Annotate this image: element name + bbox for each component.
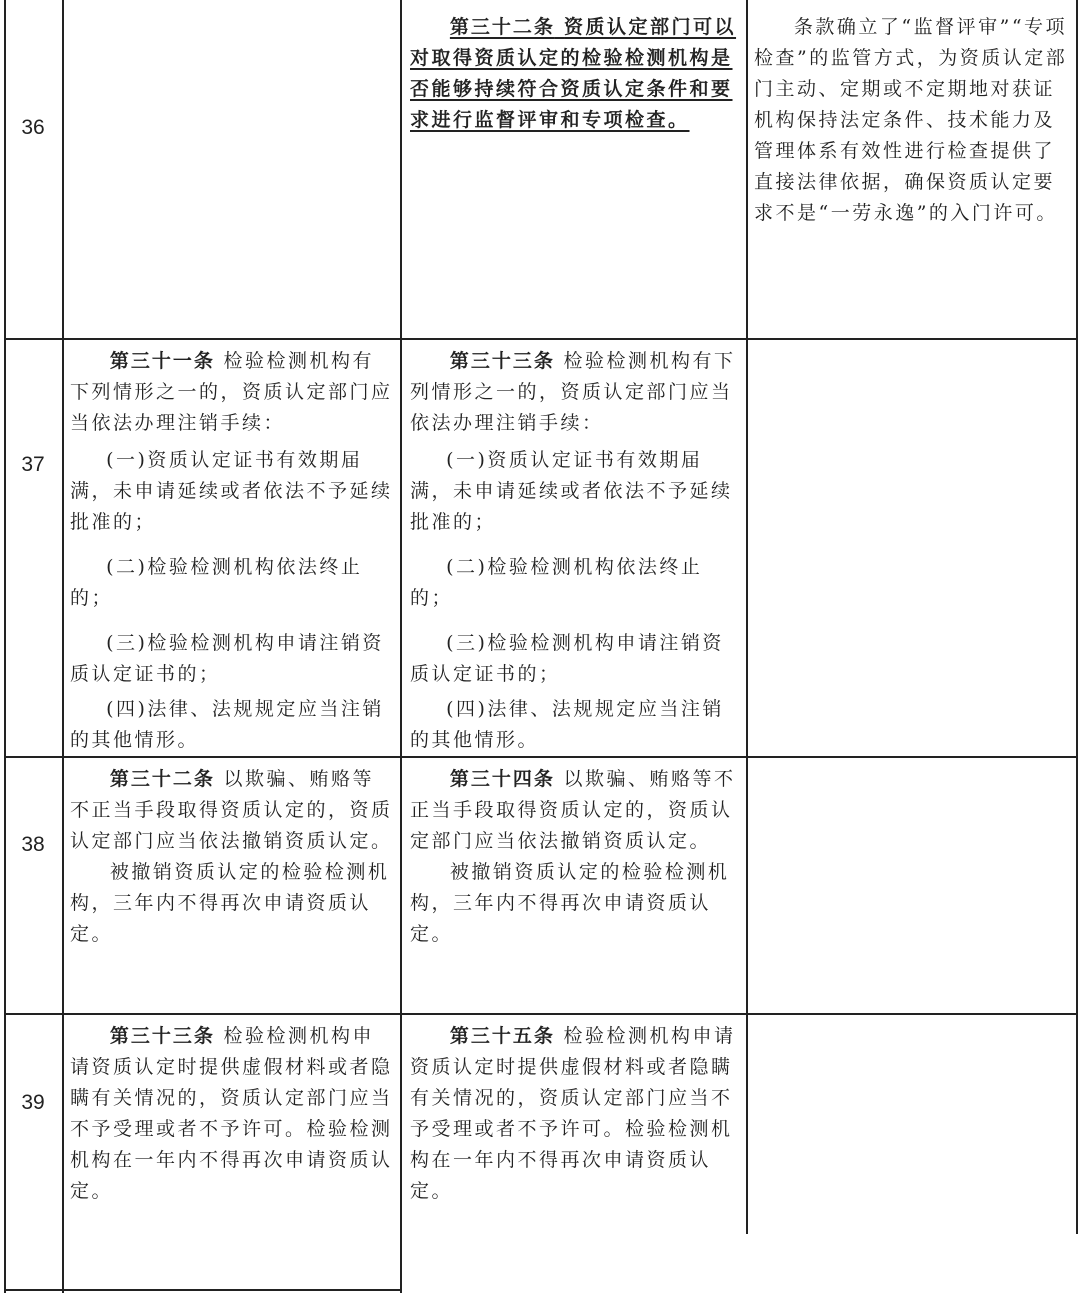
new-clause-lead <box>410 764 738 857</box>
old-clause-cell <box>70 346 395 756</box>
new-clause-lead <box>410 346 738 439</box>
note-cell <box>754 12 1072 229</box>
old-clause-lead <box>70 764 395 857</box>
row-number: 37 <box>21 453 45 476</box>
note-text: 条款确立了“监督评审”“专项检查”的监管方式，为资质认定部门主动、定期或不定期地对获证机构保持法定条件、技术能力及管理体系有效性进行检查提供了直接法律依据，确保资质认定要求不是“一劳永逸”的入门许可。 <box>754 16 1068 224</box>
old-clause-lead <box>70 346 395 439</box>
clause-item: (二)检验检测机构依法终止的； <box>410 556 703 609</box>
table-border-right <box>1076 0 1078 1234</box>
new-clause-cell <box>410 764 738 950</box>
clause-body: 以欺骗、贿赂等不正当手段取得资质认定的，资质认定部门应当依法撤销资质认定。 <box>410 768 736 852</box>
clause-heading: 第三十一条 <box>109 350 215 372</box>
clause-item: (三)检验检测机构申请注销资质认定证书的； <box>410 632 724 685</box>
row-separator-36-37 <box>4 338 1078 340</box>
table-divider-num <box>62 0 64 1293</box>
clause-item: (一)资质认定证书有效期届满，未申请延续或者依法不予延续批准的； <box>410 449 733 533</box>
clause-item: (三)检验检测机构申请注销资质认定证书的； <box>70 632 384 685</box>
row-separator-38-39 <box>4 1013 1078 1015</box>
clause-heading: 第三十五条 <box>449 1025 555 1047</box>
clause-item: (四)法律、法规规定应当注销的其他情形。 <box>410 698 724 751</box>
row-number: 36 <box>21 116 45 139</box>
old-clause-lead <box>70 1021 395 1207</box>
new-clause-cell <box>410 1021 738 1207</box>
new-clause-lead <box>410 1021 738 1207</box>
clause-heading: 第三十三条 <box>109 1025 215 1047</box>
table-divider-new <box>746 0 748 1234</box>
clause-body: 检验检测机构申请资质认定时提供虚假材料或者隐瞒有关情况的，资质认定部门应当不予受理或者不予许可。检验检测机构在一年内不得再次申请资质认定。 <box>70 1025 393 1202</box>
table-bottom-border <box>4 1289 402 1291</box>
row-number: 39 <box>21 1091 45 1114</box>
clause-heading: 第三十二条 <box>449 16 555 38</box>
new-clause-text <box>410 12 738 136</box>
clause-body: 检验检测机构申请资质认定时提供虚假材料或者隐瞒有关情况的，资质认定部门应当不予受理或者不予许可。检验检测机构在一年内不得再次申请资质认定。 <box>410 1025 736 1202</box>
old-clause-para: 被撤销资质认定的检验检测机构，三年内不得再次申请资质认定。 <box>70 861 390 945</box>
clause-item: (二)检验检测机构依法终止的； <box>70 556 363 609</box>
clause-item: (一)资质认定证书有效期届满，未申请延续或者依法不予延续批准的； <box>70 449 393 533</box>
clause-body: 检验检测机构有下列情形之一的，资质认定部门应当依法办理注销手续： <box>410 350 736 434</box>
new-clause-cell <box>410 12 738 136</box>
old-clause-cell <box>70 764 395 950</box>
clause-body: 以欺骗、贿赂等不正当手段取得资质认定的，资质认定部门应当依法撤销资质认定。 <box>70 768 393 852</box>
clause-heading: 第三十二条 <box>109 768 215 790</box>
new-clause-cell <box>410 346 738 756</box>
old-clause-cell <box>70 1021 395 1207</box>
clause-heading: 第三十四条 <box>449 768 555 790</box>
row-separator-37-38 <box>4 756 1078 758</box>
clause-body: 检验检测机构有下列情形之一的，资质认定部门应当依法办理注销手续： <box>70 350 393 434</box>
clause-item: (四)法律、法规规定应当注销的其他情形。 <box>70 698 384 751</box>
clause-body: 资质认定部门可以对取得资质认定的检验检测机构是否能够持续符合资质认定条件和要求进行监督评审和专项检查。 <box>410 16 737 131</box>
row-number: 38 <box>21 833 45 856</box>
clause-heading: 第三十三条 <box>449 350 555 372</box>
new-clause-para: 被撤销资质认定的检验检测机构，三年内不得再次申请资质认定。 <box>410 861 730 945</box>
table-divider-old <box>400 0 402 1293</box>
